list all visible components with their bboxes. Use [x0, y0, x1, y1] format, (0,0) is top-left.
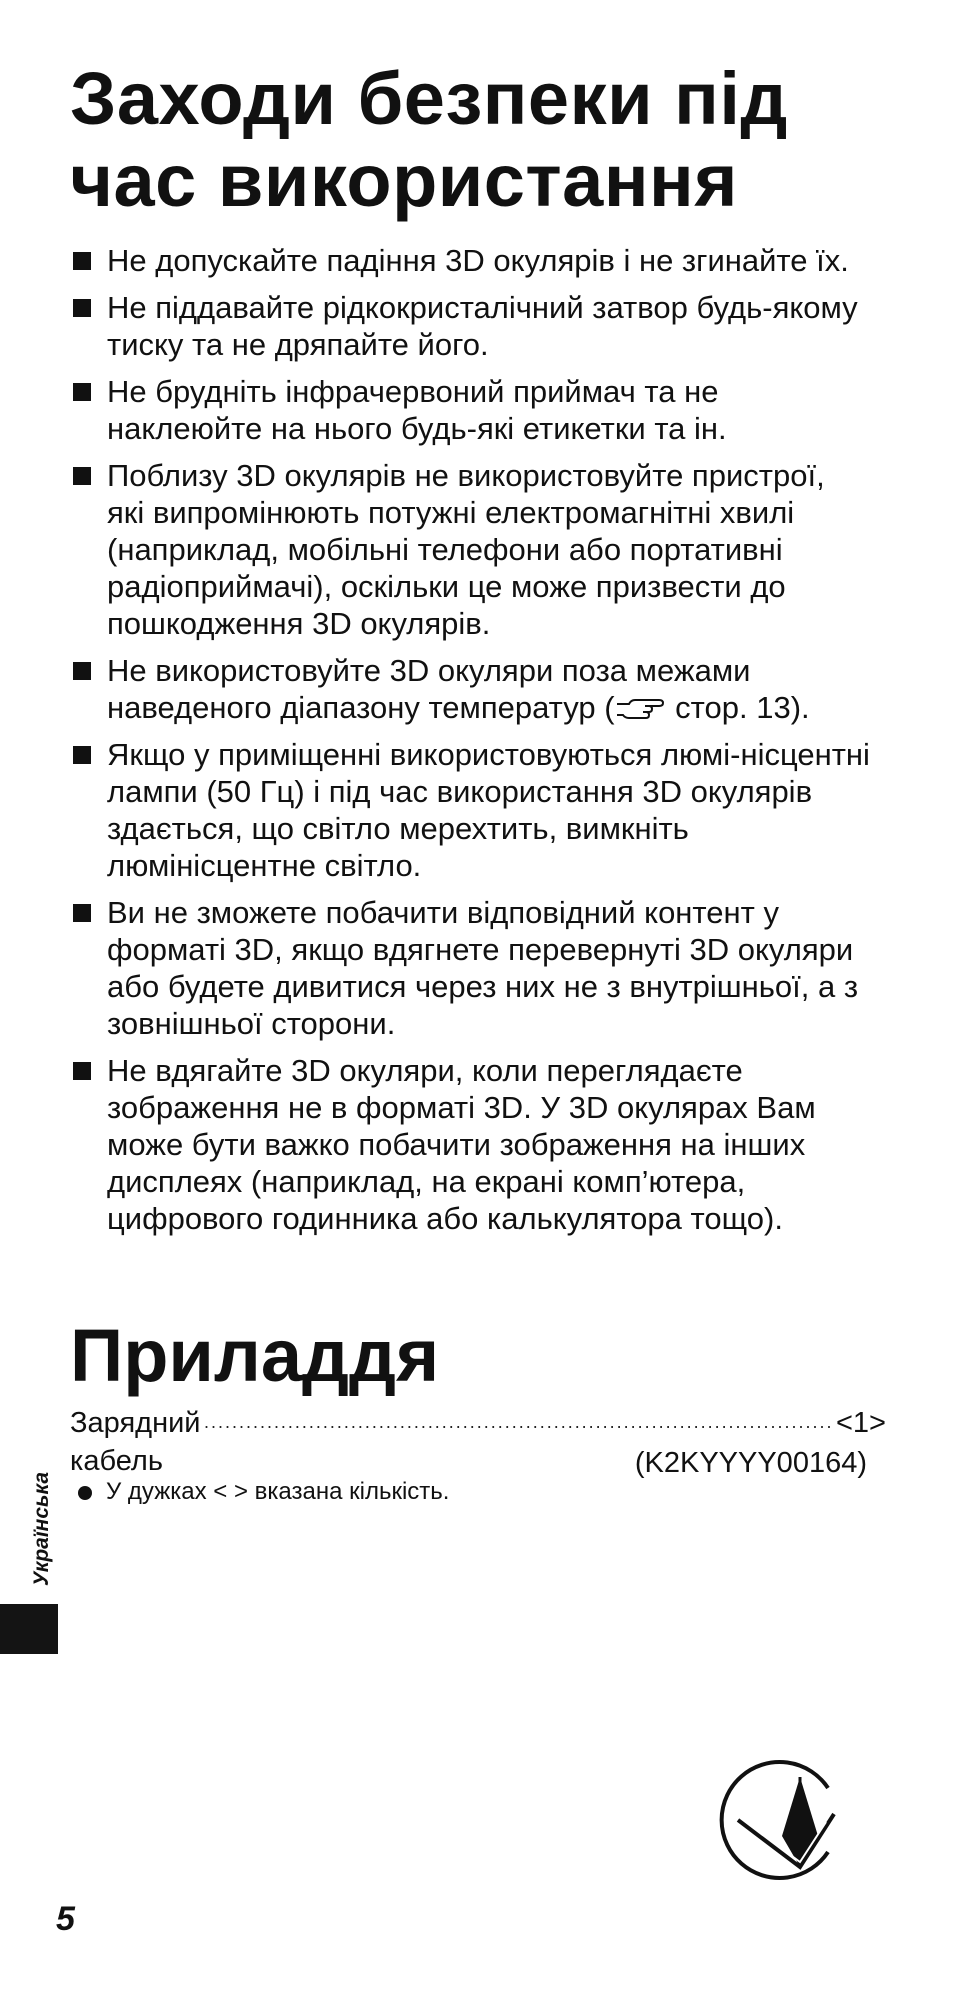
list-item-text: Не допускайте падіння 3D окулярів і не згинайте їх.: [107, 243, 849, 278]
language-label: Українська: [30, 1471, 53, 1586]
list-item-text: стор. 13).: [666, 690, 810, 725]
list-item-text: Не піддавайте рідкокристалічний затвор будь-якому тиску та не дряпайте його.: [107, 290, 858, 362]
square-bullet-icon: [73, 299, 91, 317]
list-item: [70, 652, 870, 726]
list-item: [70, 736, 870, 884]
list-item: [70, 373, 870, 447]
list-item-text: Ви не зможете побачити відповідний контент у форматі 3D, якщо вдягнете перевернуті 3D окуляри або будете дивитися через них не з внутрішньої, а з зовнішньої сторони.: [107, 895, 859, 1041]
accessory-item-code: (K2KYYYY00164): [634, 1447, 867, 1479]
square-bullet-icon: [73, 467, 91, 485]
list-item-text: Не вдягайте 3D окуляри, коли переглядаєте зображення не в форматі 3D. У 3D окулярах Вам може бути важко побачити зображення на інших дисплеях (наприклад, на екрані комп’ютера, цифрового годинника або калькулятора тощо).: [107, 1053, 816, 1236]
square-bullet-icon: [73, 383, 91, 401]
list-item-text: Якщо у приміщенні використовуються люмі-нісцентні лампи (50 Гц) і під час використання 3D окулярів здається, що світло мерехтить, вимкніть люмінісцентне світло.: [107, 737, 870, 883]
precautions-list: [70, 242, 870, 1247]
language-tab-marker: [0, 1604, 58, 1654]
square-bullet-icon: [73, 904, 91, 922]
list-item: [70, 1052, 870, 1237]
round-bullet-icon: [78, 1486, 92, 1500]
square-bullet-icon: [73, 662, 91, 680]
accessory-item-name: Зарядний кабель: [70, 1407, 201, 1477]
square-bullet-icon: [73, 1062, 91, 1080]
square-bullet-icon: [73, 252, 91, 270]
accessory-item-quantity: <1>: [835, 1407, 886, 1439]
list-item-text: Не використовуйте 3D окуляри поза межами наведеного діапазону температур (: [107, 653, 751, 725]
list-item: [70, 894, 870, 1042]
dot-leader: ··························································································: [203, 1416, 833, 1436]
square-bullet-icon: [73, 746, 91, 764]
quantity-note: [78, 1476, 449, 1508]
page-title: Заходи безпеки під час використання: [70, 57, 788, 222]
list-item: [70, 289, 870, 363]
pointing-hand-icon: [615, 696, 665, 720]
list-item: [70, 457, 870, 642]
section-title-accessories: Приладдя: [70, 1314, 440, 1397]
list-item-text: Не брудніть інфрачервоний приймач та не наклеюйте на нього будь-які етикетки та ін.: [107, 374, 727, 446]
list-item-text: Поблизу 3D окулярів не використовуйте пристрої, які випромінюють потужні електромагнітні хвилі (наприклад, мобільні телефони або портативні радіоприймачі), оскільки це може призвести до пошкодження 3D окулярів.: [107, 458, 825, 641]
page-number: 5: [56, 1900, 75, 1938]
language-side-tab: [0, 1450, 58, 1590]
list-item: [70, 242, 870, 279]
ukrainian-conformity-mark-icon: [710, 1750, 850, 1890]
quantity-note-text: У дужках < > вказана кількість.: [106, 1478, 450, 1505]
